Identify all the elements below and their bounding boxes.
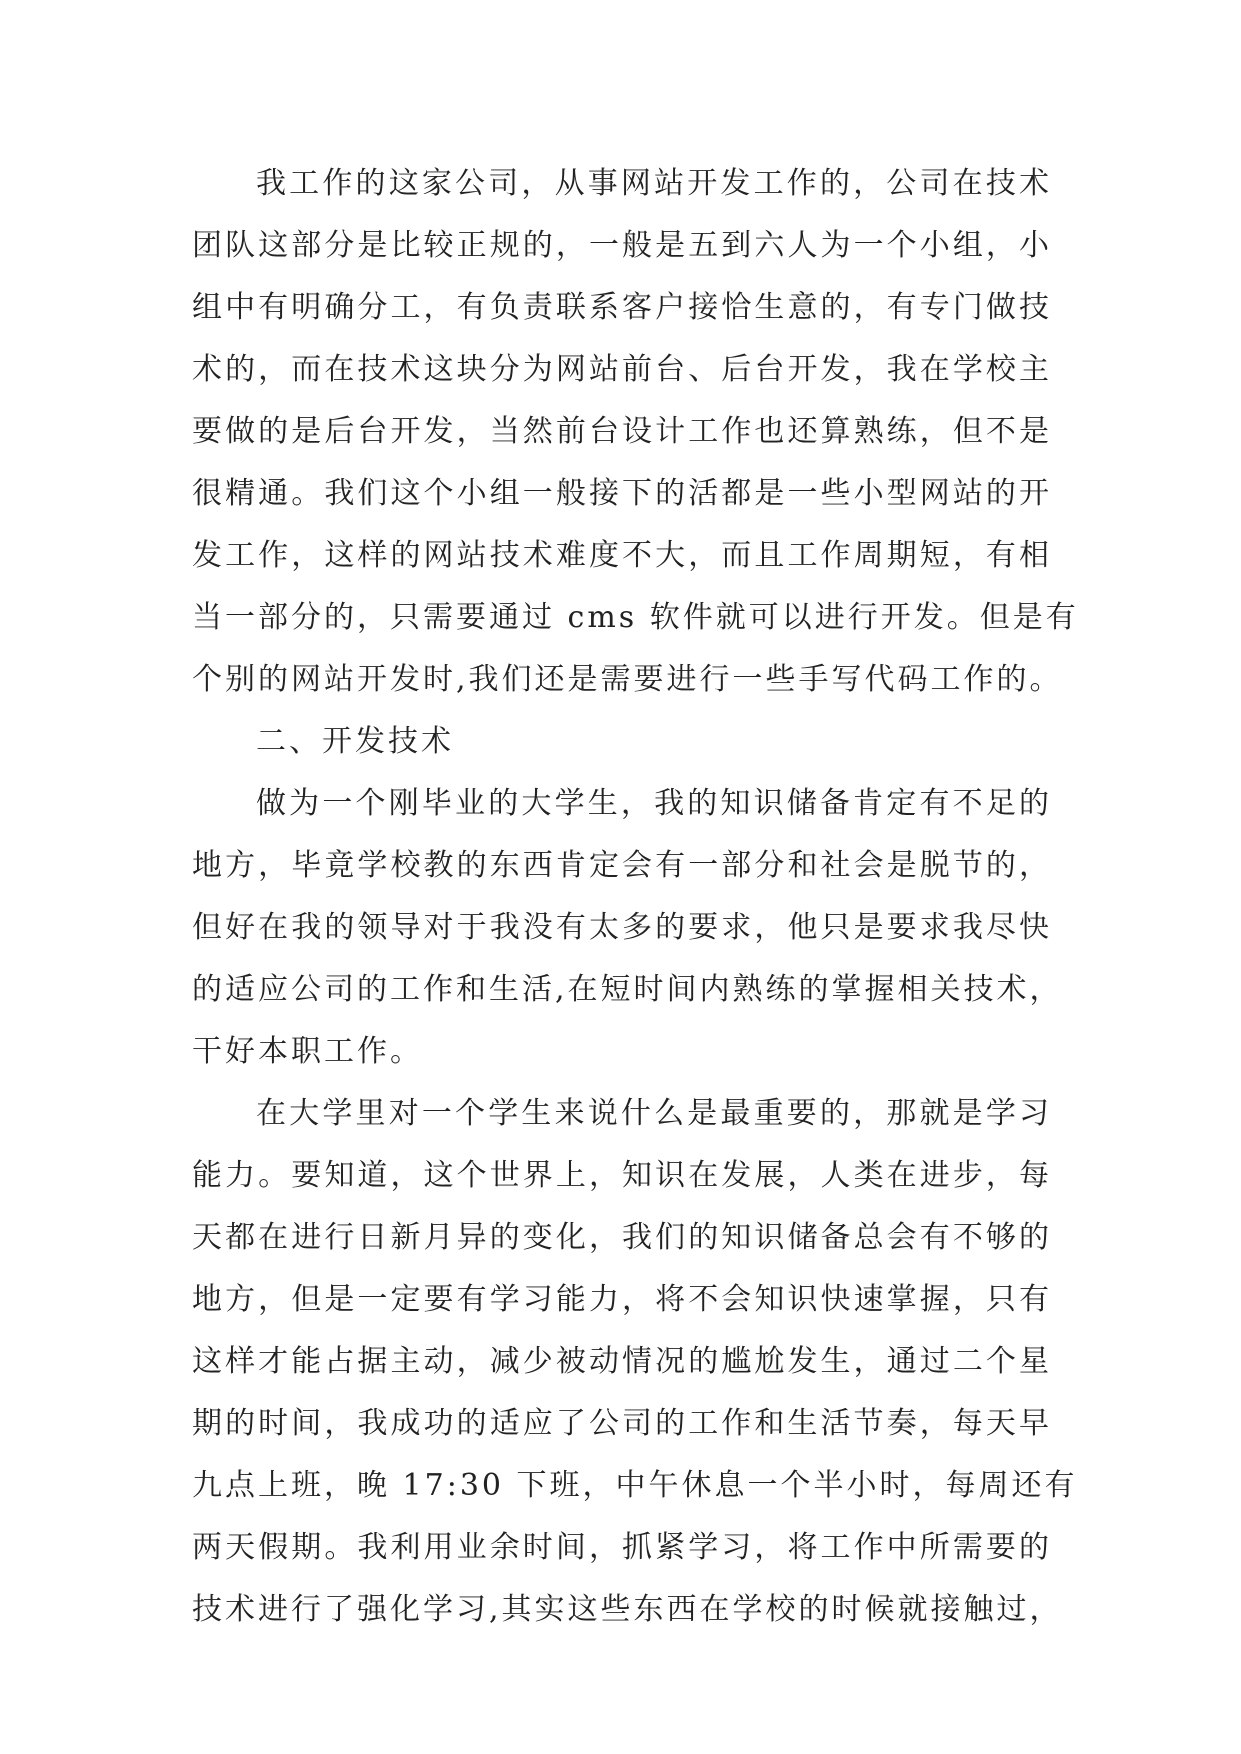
paragraph-line: 这样才能占据主动，减少被动情况的尴尬发生，通过二个星 — [192, 1344, 1052, 1379]
paragraph-line: 地方，但是一定要有学习能力，将不会知识快速掌握，只有 — [192, 1282, 1052, 1317]
paragraph-line: 九点上班，晚 17:30 下班，中午休息一个半小时，每周还有 — [192, 1468, 1078, 1503]
paragraph-line: 组中有明确分工，有负责联系客户接恰生意的，有专门做技 — [192, 290, 1052, 325]
paragraph-line: 个别的网站开发时,我们还是需要进行一些手写代码工作的。 — [192, 662, 1063, 697]
paragraph-line: 的适应公司的工作和生活,在短时间内熟练的掌握相关技术， — [192, 972, 1063, 1007]
paragraph-line: 发工作，这样的网站技术难度不大，而且工作周期短，有相 — [192, 538, 1052, 573]
document-body — [192, 153, 1079, 1641]
paragraph-line: 当一部分的，只需要通过 cms 软件就可以进行开发。但是有 — [192, 600, 1079, 635]
paragraph-line: 地方，毕竟学校教的东西肯定会有一部分和社会是脱节的， — [192, 848, 1052, 883]
paragraph-line: 干好本职工作。 — [192, 1034, 423, 1069]
paragraph-line: 能力。要知道，这个世界上，知识在发展，人类在进步，每 — [192, 1158, 1052, 1193]
paragraph-line: 我工作的这家公司，从事网站开发工作的，公司在技术 — [256, 166, 1052, 201]
paragraph-line: 两天假期。我利用业余时间，抓紧学习，将工作中所需要的 — [192, 1530, 1052, 1565]
paragraph-line: 术的，而在技术这块分为网站前台、后台开发，我在学校主 — [192, 352, 1052, 387]
paragraph-line: 期的时间，我成功的适应了公司的工作和生活节奏，每天早 — [192, 1406, 1052, 1441]
paragraph-line: 做为一个刚毕业的大学生，我的知识储备肯定有不足的 — [256, 786, 1052, 821]
section-heading: 二、开发技术 — [256, 724, 454, 759]
paragraph-line: 要做的是后台开发，当然前台设计工作也还算熟练，但不是 — [192, 414, 1052, 449]
paragraph-line: 团队这部分是比较正规的，一般是五到六人为一个小组，小 — [192, 228, 1052, 263]
paragraph-line: 但好在我的领导对于我没有太多的要求，他只是要求我尽快 — [192, 910, 1052, 945]
paragraph-line: 天都在进行日新月异的变化，我们的知识储备总会有不够的 — [192, 1220, 1052, 1255]
paragraph-line: 技术进行了强化学习,其实这些东西在学校的时候就接触过， — [192, 1592, 1063, 1627]
paragraph-line: 很精通。我们这个小组一般接下的活都是一些小型网站的开 — [192, 476, 1052, 511]
paragraph-line: 在大学里对一个学生来说什么是最重要的，那就是学习 — [256, 1096, 1052, 1131]
